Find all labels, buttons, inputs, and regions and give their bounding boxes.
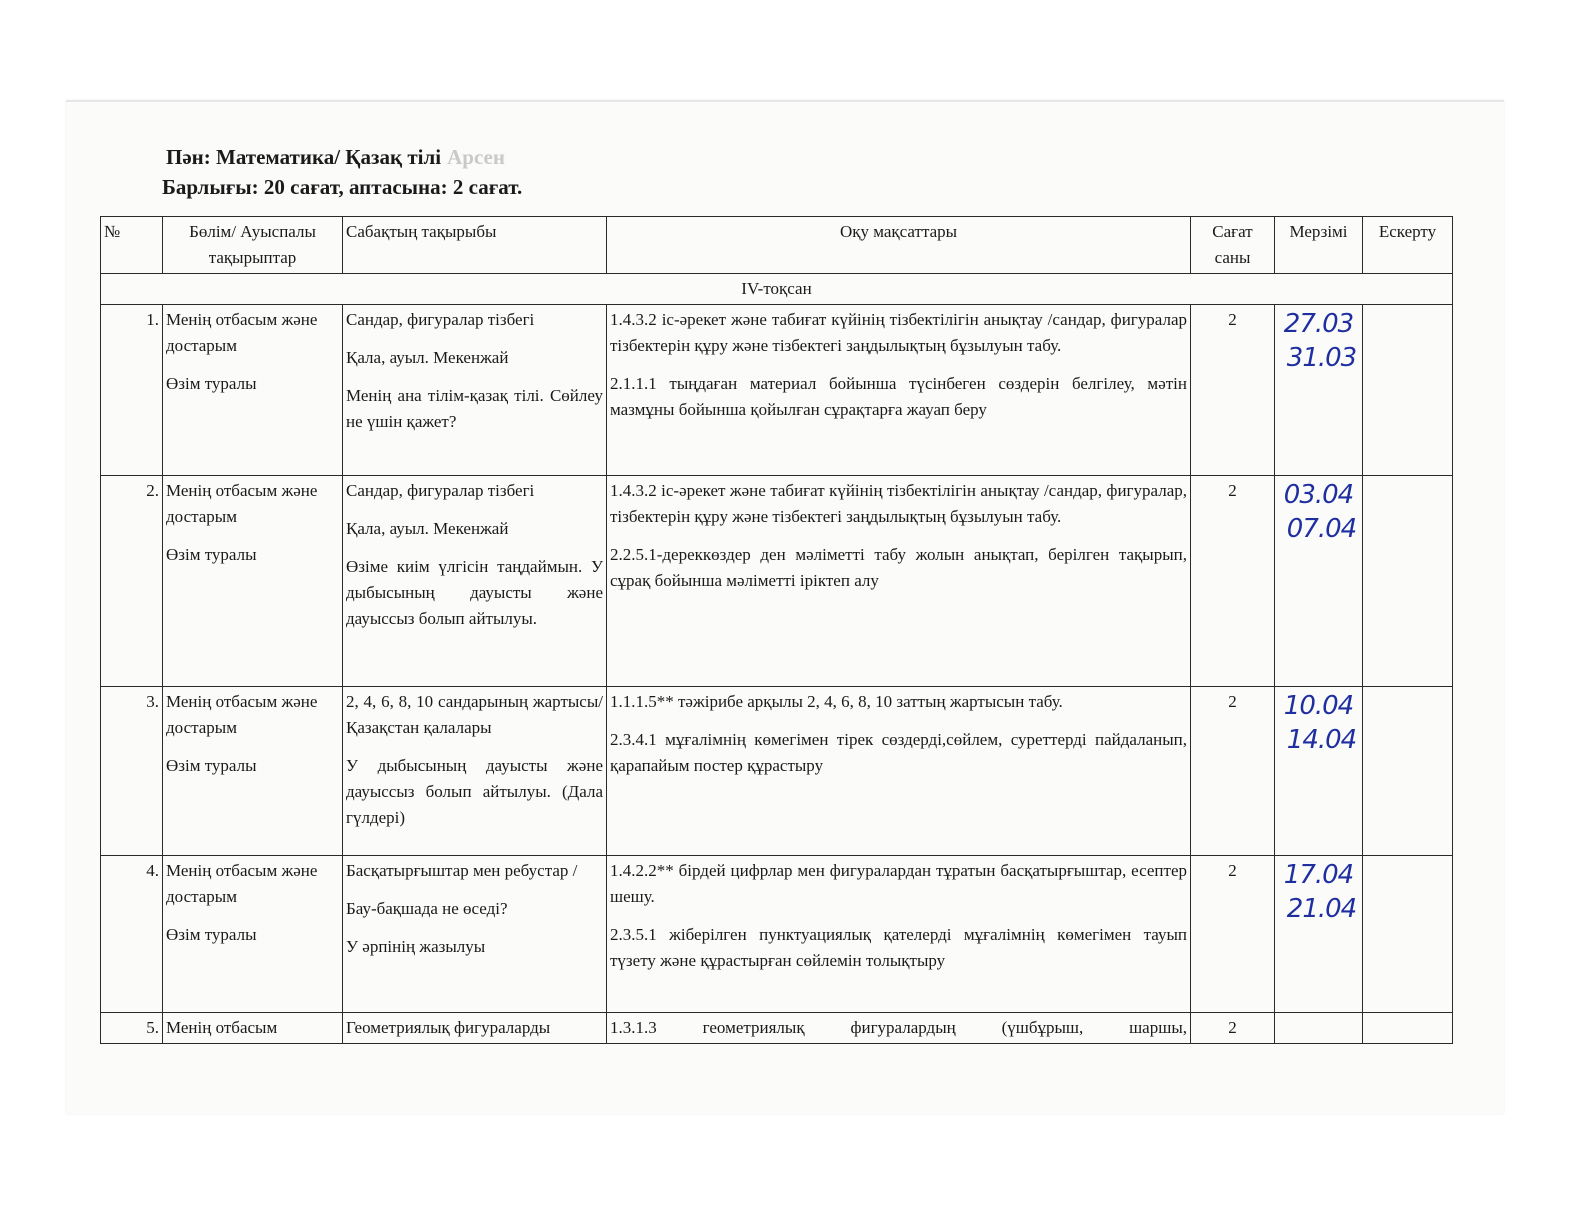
table-row	[101, 687, 1453, 856]
section-text: Өзім туралы	[166, 756, 257, 775]
goal-text: 1.1.1.5** тәжірибе арқылы 2, 4, 6, 8, 10 заттың жартысын табу.	[610, 692, 1063, 711]
topic-text: Қала, ауыл. Мекенжай	[346, 348, 509, 367]
handwritten-date: 14.04	[1286, 725, 1357, 755]
section-text: Өзім туралы	[166, 925, 257, 944]
row-section	[163, 687, 343, 856]
row-section: Менің отбасым	[163, 1013, 343, 1044]
row-number: 3.	[101, 687, 163, 856]
col-header-no: №	[101, 217, 163, 274]
goal-text: 2.1.1.1 тыңдаған материал бойынша түсінбеген сөздерін белгілеу, мәтін мазмұны бойынша қойылған сұрақтарға жауап беру	[610, 374, 1187, 419]
section-text: Менің отбасым және достарым	[166, 692, 318, 737]
handwritten-date: 21.04	[1286, 894, 1357, 924]
col-header-goals: Оқу мақсаттары	[607, 217, 1191, 274]
table-row	[101, 305, 1453, 476]
row-section	[163, 856, 343, 1013]
table-row	[101, 856, 1453, 1013]
col-header-date: Мерзімі	[1275, 217, 1363, 274]
row-hours: 2	[1191, 856, 1275, 1013]
row-goals	[607, 476, 1191, 687]
row-note	[1363, 856, 1453, 1013]
section-text: Өзім туралы	[166, 374, 257, 393]
row-number: 1.	[101, 305, 163, 476]
handwritten-date: 07.04	[1286, 514, 1357, 544]
goal-text: 1.4.2.2** бірдей цифрлар мен фигуралардан тұратын басқатырғыштар, есептер шешу.	[610, 861, 1187, 906]
row-dates	[1275, 1013, 1363, 1044]
section-text: Менің отбасым және достарым	[166, 861, 318, 906]
row-goals	[607, 305, 1191, 476]
row-section	[163, 305, 343, 476]
goal-text: 2.3.5.1 жіберілген пунктуациялық қателерді мұғалімнің көмегімен тауып түзету және құрастырған сөйлемін толықтыру	[610, 925, 1187, 970]
topic-text: Бау-бақшада не өседі?	[346, 899, 508, 918]
row-dates	[1275, 687, 1363, 856]
goal-text: 2.2.5.1-дереккөздер ден мәліметті табу жолын анықтап, берілген тақырып, сұрақ бойынша мәліметті іріктеп алу	[610, 545, 1187, 590]
row-topic	[343, 476, 607, 687]
topic-text: Менің ана тілім-қазақ тілі. Сөйлеу не үшін қажет?	[346, 386, 603, 431]
topic-text: У дыбысының дауысты және дауыссыз болып айтылуы. (Дала гүлдері)	[346, 756, 603, 827]
table-row	[101, 1013, 1453, 1044]
row-dates	[1275, 856, 1363, 1013]
subject-text: Пән: Математика/ Қазақ тілі	[166, 145, 442, 169]
topic-text: Қала, ауыл. Мекенжай	[346, 519, 509, 538]
subject-heading	[166, 142, 505, 172]
handwritten-date: 27.03	[1283, 309, 1354, 339]
row-dates	[1275, 476, 1363, 687]
row-section	[163, 476, 343, 687]
handwritten-date: 03.04	[1283, 480, 1354, 510]
row-goals	[607, 687, 1191, 856]
col-header-topic: Сабақтың тақырыбы	[343, 217, 607, 274]
topic-text: Өзіме киім үлгісін таңдаймын. У дыбысының дауысты және дауыссыз болып айтылуы.	[346, 557, 603, 628]
topic-text: Басқатырғыштар мен ребустар /	[346, 861, 578, 880]
quarter-label: IV-тоқсан	[101, 274, 1453, 305]
section-text: Өзім туралы	[166, 545, 257, 564]
section-text: Менің отбасым және достарым	[166, 310, 318, 355]
topic-text: Сандар, фигуралар тізбегі	[346, 481, 535, 500]
table-row	[101, 476, 1453, 687]
topic-text: Сандар, фигуралар тізбегі	[346, 310, 535, 329]
row-topic: Геометриялық фигураларды	[343, 1013, 607, 1044]
row-goals: 1.3.1.3 геометриялық фигуралардың (үшбұрыш, шаршы,	[607, 1013, 1191, 1044]
handwritten-date: 17.04	[1283, 860, 1354, 890]
goal-text: 2.3.4.1 мұғалімнің көмегімен тірек сөздерді,сөйлем, суреттерді пайдаланып, қарапайым постер құрастыру	[610, 730, 1187, 775]
row-hours: 2	[1191, 687, 1275, 856]
row-number: 5.	[101, 1013, 163, 1044]
row-topic	[343, 305, 607, 476]
quarter-row	[101, 274, 1453, 305]
col-header-hours: Сағат саны	[1191, 217, 1275, 274]
row-note	[1363, 687, 1453, 856]
row-note	[1363, 305, 1453, 476]
row-number: 2.	[101, 476, 163, 687]
topic-text: У әрпінің жазылуы	[346, 937, 486, 956]
handwritten-date: 31.03	[1286, 343, 1357, 373]
row-hours: 2	[1191, 1013, 1275, 1044]
subject-faded-text: Арсен	[447, 145, 505, 169]
lesson-plan-table	[100, 216, 1453, 1044]
row-goals	[607, 856, 1191, 1013]
row-note	[1363, 1013, 1453, 1044]
row-number: 4.	[101, 856, 163, 1013]
topic-text: 2, 4, 6, 8, 10 сандарының жартысы/Қазақстан қалалары	[346, 692, 603, 737]
col-header-section: Бөлім/ Ауыспалы тақырыптар	[163, 217, 343, 274]
col-header-note: Ескерту	[1363, 217, 1453, 274]
table-header-row	[101, 217, 1453, 274]
goal-text: 1.4.3.2 іс-әрекет және табиғат күйінің тізбектілігін анықтау /сандар, фигуралар тізбектерін құру және тізбектегі заңдылықтың бұзылуын табу.	[610, 310, 1187, 355]
row-note	[1363, 476, 1453, 687]
handwritten-date: 10.04	[1283, 691, 1354, 721]
total-hours-heading: Барлығы: 20 сағат, аптасына: 2 сағат.	[162, 175, 523, 199]
row-topic	[343, 856, 607, 1013]
row-hours: 2	[1191, 476, 1275, 687]
row-dates	[1275, 305, 1363, 476]
row-topic	[343, 687, 607, 856]
section-text: Менің отбасым және достарым	[166, 481, 318, 526]
row-hours: 2	[1191, 305, 1275, 476]
goal-text: 1.4.3.2 іс-әрекет және табиғат күйінің тізбектілігін анықтау /сандар, фигуралар, тізбектерін құру және тізбектегі заңдылықтың бұзылуын табу.	[610, 481, 1187, 526]
